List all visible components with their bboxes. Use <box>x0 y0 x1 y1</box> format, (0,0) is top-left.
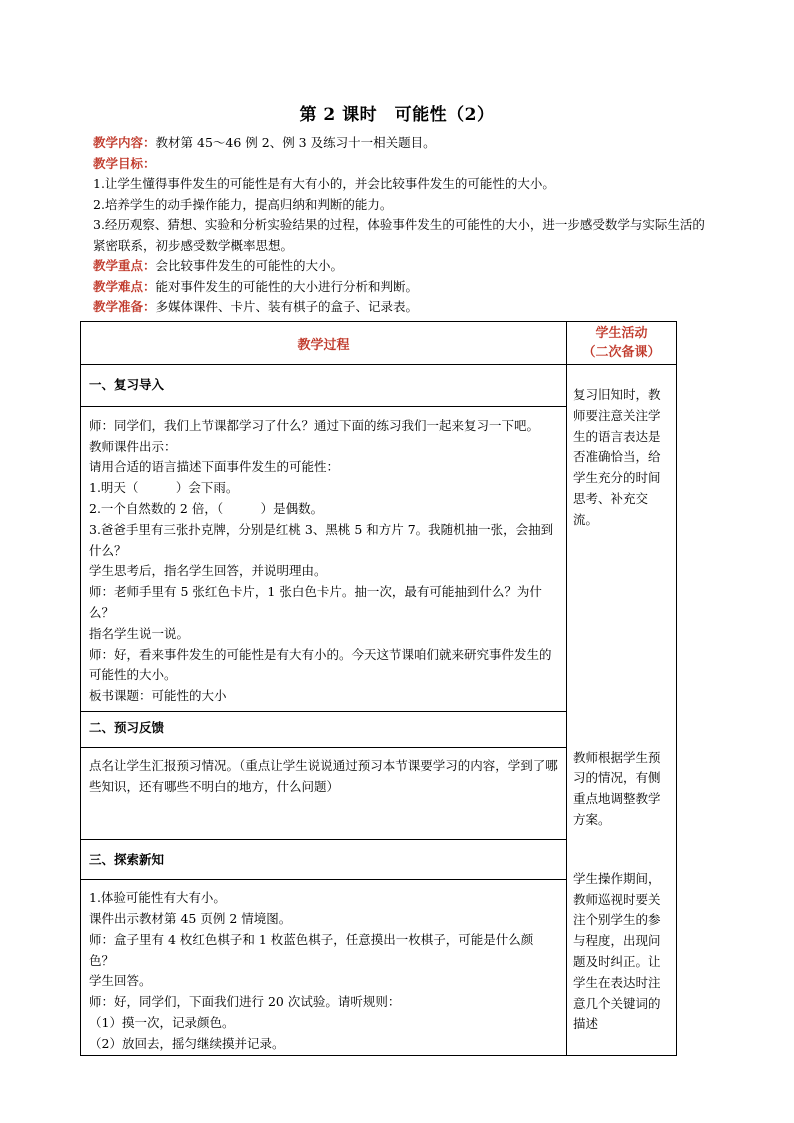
teaching-content-text: 教材第 45～46 例 2、例 3 及练习十一相关题目。 <box>155 135 436 150</box>
lesson-meta <box>93 133 713 318</box>
section-heading: 一、复习导入 <box>89 377 165 392</box>
goal-item: 1.让学生懂得事件发生的可能性是有大有小的，并会比较事件发生的可能性的大小。 <box>93 176 555 191</box>
student-activity-header <box>567 322 677 365</box>
teaching-prep-text: 多媒体课件、卡片、装有棋子的盒子、记录表。 <box>155 299 419 314</box>
teaching-content-label: 教学内容： <box>93 135 156 150</box>
goal-item: 3.经历观察、猜想、实验和分析实验结果的过程，体验事件发生的可能性的大小，进一步感受数学与实际生活的紧密联系，初步感受数学概率思想。 <box>93 217 705 253</box>
teaching-difficulty-text: 能对事件发生的可能性的大小进行分析和判断。 <box>155 278 419 294</box>
side-note: 学生操作期间，教师巡视时要关注个别学生的参与程度，出现问题及时纠正。让学生在表达时注意几个关键词的描述 <box>573 870 661 1032</box>
teaching-prep-label: 教学准备： <box>93 299 156 314</box>
teaching-content <box>93 133 713 154</box>
process-line: 教师课件出示： <box>89 438 177 454</box>
process-line: 师：同学们，我们上节课都学习了什么？通过下面的练习我们一起来复习一下吧。 <box>89 417 540 433</box>
teaching-key-label: 教学重点： <box>93 258 156 273</box>
side-note: 教师根据学生预习的情况，有侧重点地调整教学方案。 <box>573 749 661 827</box>
process-line: 请用合适的语言描述下面事件发生的可能性： <box>89 459 340 475</box>
teaching-key <box>93 256 713 277</box>
student-activity-column <box>567 365 677 1056</box>
teaching-difficulty-label: 教学难点： <box>93 278 156 294</box>
process-line: 师：好，同学们，下面我们进行 20 次试验。请听规则： <box>89 994 401 1010</box>
process-line: 1.明天（ ）会下雨。 <box>89 480 239 496</box>
process-line: 指名学生说一说。 <box>89 625 190 641</box>
side-note: 复习旧知时，教师要注意关注学生的语言表达是否准确恰当，给学生充分的时间思考、补充交流。 <box>573 387 661 527</box>
process-header: 教学过程 <box>81 322 567 365</box>
process-line: 2.一个自然数的 2 倍，（ ）是偶数。 <box>89 500 324 516</box>
process-line: 3.爸爸手里有三张扑克牌，分别是红桃 3、黑桃 5 和方片 7。我随机抽一张，会抽到什么？ <box>89 521 554 558</box>
process-body <box>81 365 567 1056</box>
section-heading: 三、探索新知 <box>89 852 165 868</box>
lesson-title: 第 2 课时 可能性（2） <box>299 105 495 125</box>
process-line: （2）放回去，摇匀继续摸并记录。 <box>89 1035 285 1051</box>
process-line: 板书课题：可能性的大小 <box>89 688 227 704</box>
teaching-prep <box>93 297 713 318</box>
process-line: 师：老师手里有 5 张红色卡片，1 张白色卡片。抽一次，最有可能抽到什么？为什么？ <box>89 584 542 620</box>
teaching-difficulty <box>93 277 713 298</box>
process-line: 学生回答。 <box>89 973 152 989</box>
lesson-table <box>80 321 677 1056</box>
second-prep-label: （二次备课） <box>582 345 661 360</box>
goal-item: 2.培养学生的动手操作能力，提高归纳和判断的能力。 <box>93 196 393 212</box>
process-line: 学生思考后，指名学生回答，并说明理由。 <box>89 563 327 579</box>
process-line: 师：盒子里有 4 枚红色棋子和 1 枚蓝色棋子，任意摸出一枚棋子，可能是什么颜色？ <box>89 931 534 968</box>
process-line: 1.体验可能性有大有小。 <box>89 890 226 906</box>
process-line: 点名让学生汇报预习情况。（重点让学生说说通过预习本节课要学习的内容，学到了哪些知识，还有哪些不明白的地方，什么问题） <box>89 757 558 794</box>
process-line: （1）摸一次，记录颜色。 <box>89 1014 235 1030</box>
process-line: 课件出示教材第 45 页例 2 情境图。 <box>89 910 292 926</box>
section-heading: 二、预习反馈 <box>89 719 165 735</box>
teaching-goal-label: 教学目标： <box>93 155 156 171</box>
student-activity-label: 学生活动 <box>595 326 648 341</box>
teaching-key-text: 会比较事件发生的可能性的大小。 <box>155 258 344 273</box>
process-line: 师：好，看来事件发生的可能性是有大有小的。今天这节课咱们就来研究事件发生的可能性的大小。 <box>89 646 552 683</box>
